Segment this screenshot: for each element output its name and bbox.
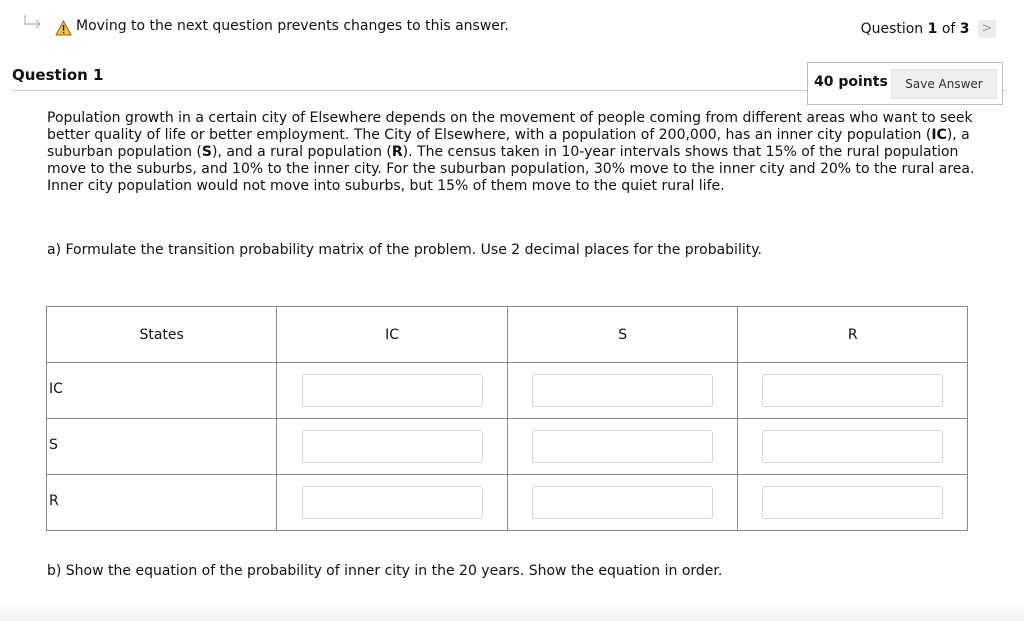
row-label-s: S	[49, 437, 58, 453]
input-s-s[interactable]	[532, 430, 713, 463]
matrix-cell	[738, 363, 968, 419]
total-questions: 3	[959, 21, 970, 37]
input-s-r[interactable]	[762, 430, 943, 463]
table-row	[47, 475, 968, 531]
row-label-cell	[47, 475, 277, 531]
table-row	[47, 419, 968, 475]
matrix-cell	[507, 419, 738, 475]
top-bar	[0, 0, 1024, 60]
header-r: R	[738, 307, 968, 363]
matrix-cell	[738, 475, 968, 531]
problem-statement	[47, 110, 977, 195]
problem-bold-ic: IC	[931, 127, 947, 143]
input-s-ic[interactable]	[302, 430, 483, 463]
problem-text: ). The census taken in 10-year intervals shows that 15% of the rural population move to the suburbs, and 10% to the inner city. For the suburban population, 30% move to the inner city and 20% to the rural area. Inner city population would not move into suburbs, but 15% of them move to the quiet rural life.	[47, 144, 975, 194]
matrix-cell	[507, 475, 738, 531]
problem-text: ), and a rural population (	[211, 144, 392, 160]
next-question-button[interactable]	[978, 20, 996, 38]
matrix-cell	[277, 475, 508, 531]
question-word: Question	[860, 21, 924, 37]
of-word: of	[941, 21, 956, 37]
footer-shadow	[0, 602, 1024, 621]
input-ic-r[interactable]	[762, 374, 943, 407]
row-label-cell	[47, 363, 277, 419]
matrix-cell	[277, 363, 508, 419]
input-r-r[interactable]	[762, 486, 943, 519]
input-r-ic[interactable]	[302, 486, 483, 519]
row-label-cell	[47, 419, 277, 475]
header-states: States	[47, 307, 277, 363]
current-question-number: 1	[927, 21, 938, 37]
row-label-ic: IC	[49, 381, 63, 397]
input-r-s[interactable]	[532, 486, 713, 519]
input-ic-s[interactable]	[532, 374, 713, 407]
row-label-r: R	[49, 493, 59, 509]
chevron-right-icon: >	[981, 21, 993, 36]
matrix-cell	[507, 363, 738, 419]
table-row	[47, 363, 968, 419]
question-title: Question 1	[12, 66, 104, 84]
question-navigator	[861, 20, 996, 38]
matrix-cell	[738, 419, 968, 475]
table-header-row	[47, 307, 968, 363]
points-value: 40 points	[814, 74, 888, 90]
problem-text: Population growth in a certain city of Elsewhere depends on the movement of people coming from different areas who want to seek better quality of life or better employment. The City of Elsewhere, with a population of 200,000, has an inner city population (	[47, 110, 973, 143]
warning-message: Moving to the next question prevents changes to this answer.	[76, 18, 509, 34]
save-answer-button[interactable]: Save Answer	[891, 69, 997, 99]
points-save-box	[807, 62, 1003, 105]
matrix-cell	[277, 419, 508, 475]
transition-matrix-table	[46, 306, 968, 531]
header-s: S	[507, 307, 738, 363]
problem-text: ), a suburban population (	[47, 127, 970, 160]
part-a-prompt: a) Formulate the transition probability matrix of the problem. Use 2 decimal places for the probability.	[47, 242, 762, 258]
part-b-prompt: b) Show the equation of the probability of inner city in the 20 years. Show the equation in order.	[47, 563, 723, 579]
warning-triangle-icon	[55, 20, 72, 36]
problem-bold-r: R	[391, 144, 403, 160]
header-ic: IC	[277, 307, 508, 363]
input-ic-ic[interactable]	[302, 374, 483, 407]
return-arrow-icon	[22, 14, 44, 32]
problem-bold-s: S	[201, 144, 212, 160]
